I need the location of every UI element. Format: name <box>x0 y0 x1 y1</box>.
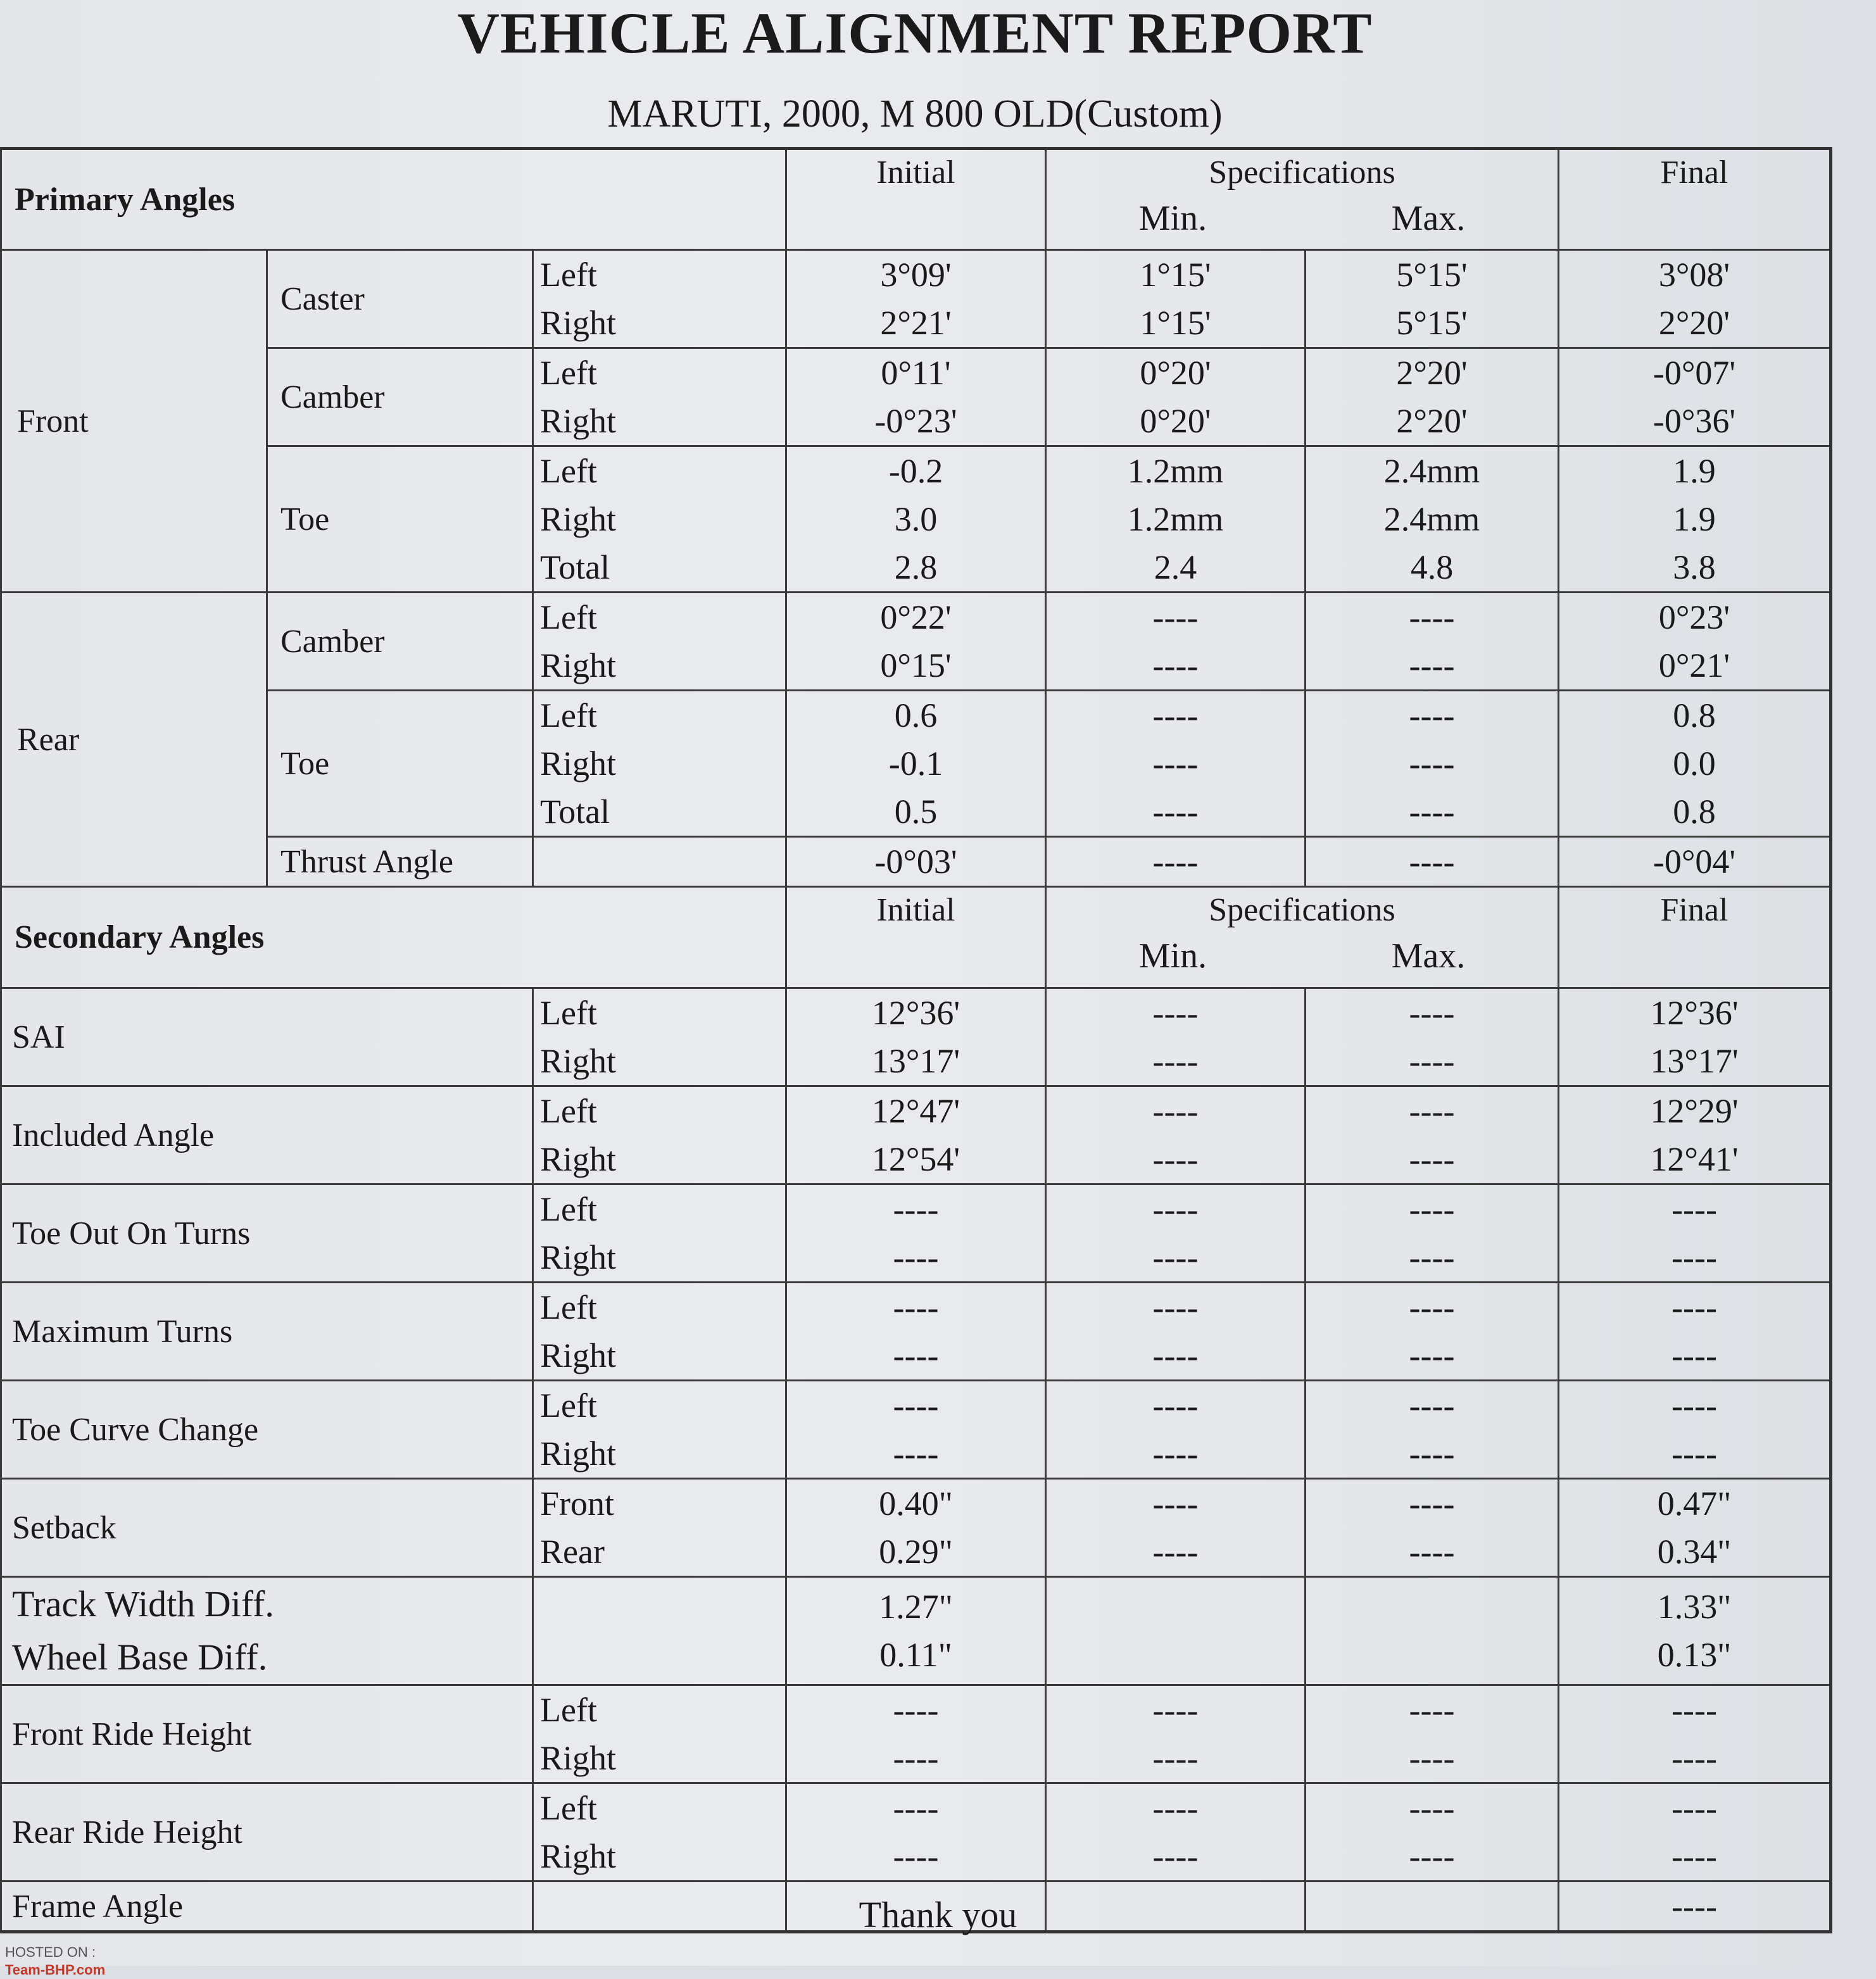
initial-value: 2.8 <box>894 548 938 586</box>
max-value: ---- <box>1409 1288 1455 1326</box>
side-cell <box>533 446 786 593</box>
max-value: 5°15' <box>1396 304 1468 342</box>
initial-value: 13°17' <box>871 1042 960 1080</box>
final-cell <box>1559 1685 1831 1783</box>
side-cell <box>533 1283 786 1381</box>
label-sai: SAI <box>1 988 533 1086</box>
max-value: ---- <box>1409 1092 1455 1130</box>
min-value: ---- <box>1152 744 1199 782</box>
side-value: Left <box>540 1092 597 1130</box>
max-value: ---- <box>1409 994 1455 1032</box>
max-value: 2°20' <box>1396 402 1468 440</box>
min-value: ---- <box>1152 1386 1199 1424</box>
initial-value: -0.2 <box>888 452 943 490</box>
max-cell <box>1306 1184 1559 1283</box>
row-rear-ride-height <box>1 1783 1831 1882</box>
side-value: Right <box>540 1435 617 1473</box>
min-value: ---- <box>1152 1837 1199 1875</box>
side-value: Left <box>540 256 597 294</box>
max-cell <box>1306 446 1559 593</box>
row-track-width-diff <box>1 1577 1831 1685</box>
max-value: ---- <box>1409 598 1455 636</box>
secondary-angles-title: Secondary Angles <box>1 887 786 988</box>
side-cell <box>533 1577 786 1685</box>
final-value: 2°20' <box>1658 304 1730 342</box>
side-cell <box>533 691 786 837</box>
side-value: Right <box>540 1739 617 1777</box>
initial-cell <box>786 1381 1046 1479</box>
initial-value: 0.5 <box>894 793 938 831</box>
side-value: Right <box>540 1042 617 1080</box>
max-cell <box>1306 348 1559 446</box>
min-value: ---- <box>1152 1140 1199 1178</box>
min-value: ---- <box>1152 1485 1199 1523</box>
min-value: 1.2mm <box>1127 452 1224 490</box>
final-value: 1.9 <box>1673 452 1716 490</box>
label-setback: Setback <box>1 1479 533 1577</box>
label-toe-curve-change: Toe Curve Change <box>1 1381 533 1479</box>
group-front: Front <box>1 250 267 593</box>
label-toe: Toe <box>267 691 533 837</box>
final-value: 0.0 <box>1673 744 1716 782</box>
initial-value: 2°21' <box>880 304 952 342</box>
max-value: ---- <box>1409 744 1455 782</box>
min-value: ---- <box>1152 1288 1199 1326</box>
side-value: Left <box>540 1691 597 1729</box>
initial-value: ---- <box>893 1837 939 1875</box>
final-value: 3.8 <box>1673 548 1716 586</box>
label-thrust-angle: Thrust Angle <box>267 837 533 887</box>
max-cell <box>1306 1577 1559 1685</box>
side-value: Right <box>540 646 617 684</box>
initial-value: -0.1 <box>888 744 943 782</box>
specifications-label: Specifications <box>1209 154 1395 191</box>
min-value: ---- <box>1152 696 1199 734</box>
max-value: ---- <box>1409 1386 1455 1424</box>
max-value: ---- <box>1409 1435 1455 1473</box>
vehicle-info: MARUTI, 2000, M 800 OLD(Custom) <box>607 92 1223 135</box>
final-label: Final <box>1660 154 1728 191</box>
min-cell <box>1046 1685 1306 1783</box>
min-value: ---- <box>1152 1435 1199 1473</box>
final-cell <box>1559 1577 1831 1685</box>
max-value: 2°20' <box>1396 354 1468 392</box>
max-value: ---- <box>1409 1190 1455 1228</box>
label-camber: Camber <box>267 348 533 446</box>
final-value: ---- <box>1671 1288 1717 1326</box>
label-toe: Toe <box>267 446 533 593</box>
side-value: Left <box>540 1190 597 1228</box>
initial-value: ---- <box>893 1789 939 1827</box>
initial-column-header <box>786 887 1046 988</box>
label-toe-out-on-turns: Toe Out On Turns <box>1 1184 533 1283</box>
side-cell <box>533 1184 786 1283</box>
initial-value: 12°36' <box>871 994 960 1032</box>
row-setback <box>1 1479 1831 1577</box>
side-value: Left <box>540 354 597 392</box>
max-value: ---- <box>1409 646 1455 684</box>
max-cell <box>1306 1381 1559 1479</box>
specifications-column-header <box>1046 887 1559 988</box>
side-value: Left <box>540 1288 597 1326</box>
side-value: Right <box>540 402 617 440</box>
min-value: ---- <box>1152 1789 1199 1827</box>
side-value: Right <box>540 500 617 538</box>
final-value: 0.47" <box>1657 1485 1732 1523</box>
max-cell <box>1306 250 1559 348</box>
spec-subheaders <box>1047 933 1558 979</box>
initial-value: -0°23' <box>874 402 957 440</box>
final-value: 12°41' <box>1650 1140 1739 1178</box>
min-cell <box>1046 1283 1306 1381</box>
min-cell <box>1046 1577 1306 1685</box>
max-cell <box>1306 1283 1559 1381</box>
max-value: ---- <box>1409 1336 1455 1374</box>
min-cell <box>1046 446 1306 593</box>
row-included-angle <box>1 1086 1831 1184</box>
max-cell <box>1306 837 1559 887</box>
initial-value: 0°22' <box>880 598 952 636</box>
side-value: Right <box>540 1837 617 1875</box>
min-cell <box>1046 1479 1306 1577</box>
label-track-width-diff <box>1 1577 533 1685</box>
label-front-ride-height: Front Ride Height <box>1 1685 533 1783</box>
min-cell <box>1046 1184 1306 1283</box>
final-value: ---- <box>1671 1837 1717 1875</box>
final-cell <box>1559 1783 1831 1882</box>
min-value: ---- <box>1152 598 1199 636</box>
max-value: ---- <box>1409 1789 1455 1827</box>
row-front-ride-height <box>1 1685 1831 1783</box>
initial-value: 0.29" <box>879 1533 953 1571</box>
max-label: Max. <box>1391 199 1466 238</box>
initial-value: 0.40" <box>879 1485 953 1523</box>
min-cell <box>1046 1086 1306 1184</box>
row-front-toe <box>1 446 1831 593</box>
label-frame-angle: Frame Angle <box>1 1882 533 1932</box>
report-title: VEHICLE ALIGNMENT REPORT <box>457 1 1373 65</box>
min-value: ---- <box>1152 1092 1199 1130</box>
final-value: 12°29' <box>1650 1092 1739 1130</box>
max-value: 2.4mm <box>1383 452 1480 490</box>
row-front-caster <box>1 250 1831 348</box>
initial-value: ---- <box>893 1739 939 1777</box>
min-value: ---- <box>1152 1238 1199 1276</box>
min-cell <box>1046 988 1306 1086</box>
min-value: ---- <box>1152 994 1199 1032</box>
side-value: Left <box>540 696 597 734</box>
final-cell <box>1559 1479 1831 1577</box>
label-maximum-turns: Maximum Turns <box>1 1283 533 1381</box>
final-value: ---- <box>1671 1789 1717 1827</box>
side-value: Left <box>540 452 597 490</box>
initial-value: -0°03' <box>874 843 957 881</box>
final-value: 3°08' <box>1658 256 1730 294</box>
primary-angles-title: Primary Angles <box>1 149 786 250</box>
min-value: 2.4 <box>1154 548 1197 586</box>
min-value: 1°15' <box>1140 304 1211 342</box>
final-cell <box>1559 593 1831 691</box>
side-cell <box>533 837 786 887</box>
row-toe-curve-change <box>1 1381 1831 1479</box>
max-value: ---- <box>1409 843 1455 881</box>
initial-cell <box>786 1184 1046 1283</box>
initial-value: 0.11" <box>879 1636 952 1674</box>
initial-value: ---- <box>893 1435 939 1473</box>
label-rear-ride-height: Rear Ride Height <box>1 1783 533 1882</box>
spec-subheaders <box>1047 196 1558 241</box>
side-value: Left <box>540 598 597 636</box>
min-value: 1°15' <box>1140 256 1211 294</box>
final-value: 0.13" <box>1657 1636 1732 1674</box>
side-cell <box>533 1783 786 1882</box>
max-cell <box>1306 593 1559 691</box>
side-value: Total <box>540 793 610 831</box>
final-value: -0°36' <box>1653 402 1736 440</box>
initial-value: ---- <box>893 1691 939 1729</box>
side-value: Left <box>540 1789 597 1827</box>
row-maximum-turns <box>1 1283 1831 1381</box>
final-cell <box>1559 1283 1831 1381</box>
initial-label: Initial <box>876 892 955 928</box>
final-cell <box>1559 988 1831 1086</box>
side-value: Right <box>540 1336 617 1374</box>
alignment-table <box>0 147 1832 1933</box>
max-cell <box>1306 1086 1559 1184</box>
min-value: ---- <box>1152 1190 1199 1228</box>
max-value: ---- <box>1409 1485 1455 1523</box>
max-cell <box>1306 988 1559 1086</box>
side-cell <box>533 1685 786 1783</box>
max-value: 4.8 <box>1410 548 1454 586</box>
side-cell <box>533 348 786 446</box>
initial-value: 12°47' <box>871 1092 960 1130</box>
final-value: 0°23' <box>1658 598 1730 636</box>
final-cell <box>1559 348 1831 446</box>
initial-cell <box>786 837 1046 887</box>
final-value: ---- <box>1671 1739 1717 1777</box>
min-value: 0°20' <box>1140 402 1211 440</box>
side-value: Left <box>540 1386 597 1424</box>
min-label: Min. <box>1138 936 1207 976</box>
final-cell <box>1559 1381 1831 1479</box>
side-cell <box>533 250 786 348</box>
row-rear-thrust-angle <box>1 837 1831 887</box>
final-value: -0°04' <box>1653 843 1736 881</box>
min-cell <box>1046 1783 1306 1882</box>
final-value: 0°21' <box>1658 646 1730 684</box>
max-value: ---- <box>1409 696 1455 734</box>
final-label: Final <box>1660 892 1728 928</box>
initial-cell <box>786 1086 1046 1184</box>
initial-value: ---- <box>893 1190 939 1228</box>
side-value: Right <box>540 744 617 782</box>
max-value: 2.4mm <box>1383 500 1480 538</box>
initial-cell <box>786 988 1046 1086</box>
min-value: ---- <box>1152 1042 1199 1080</box>
min-value: ---- <box>1152 793 1199 831</box>
side-value: Right <box>540 1238 617 1276</box>
min-value: ---- <box>1152 843 1199 881</box>
thank-you-note: Thank you <box>859 1894 1017 1935</box>
initial-column-header <box>786 149 1046 250</box>
side-cell <box>533 1381 786 1479</box>
side-cell <box>533 988 786 1086</box>
initial-value: ---- <box>893 1386 939 1424</box>
side-cell <box>533 1086 786 1184</box>
label-wheel-base-diff: Wheel Base Diff. <box>12 1637 268 1678</box>
secondary-angles-header-row <box>1 887 1831 988</box>
side-value: Total <box>540 548 610 586</box>
final-value: 1.33" <box>1657 1588 1732 1626</box>
final-value: ---- <box>1671 1435 1717 1473</box>
max-cell <box>1306 1783 1559 1882</box>
final-column-header <box>1559 887 1831 988</box>
label-track-width-diff: Track Width Diff. <box>12 1583 274 1624</box>
initial-cell <box>786 1283 1046 1381</box>
min-value: 1.2mm <box>1127 500 1224 538</box>
min-cell <box>1046 837 1306 887</box>
final-value: ---- <box>1671 1887 1717 1925</box>
row-rear-toe <box>1 691 1831 837</box>
max-value: ---- <box>1409 1837 1455 1875</box>
initial-cell <box>786 446 1046 593</box>
side-value: Right <box>540 304 617 342</box>
final-value: 0.8 <box>1673 793 1716 831</box>
row-sai <box>1 988 1831 1086</box>
max-value: ---- <box>1409 1739 1455 1777</box>
final-value: ---- <box>1671 1691 1717 1729</box>
final-value: ---- <box>1671 1336 1717 1374</box>
min-value: ---- <box>1152 1533 1199 1571</box>
initial-cell <box>786 593 1046 691</box>
final-cell <box>1559 1184 1831 1283</box>
final-value: 13°17' <box>1650 1042 1739 1080</box>
initial-label: Initial <box>876 154 955 191</box>
min-value: ---- <box>1152 646 1199 684</box>
initial-value: 0°11' <box>881 354 951 392</box>
watermark: HOSTED ON : Team-BHP.com <box>5 1944 106 1978</box>
label-included-angle: Included Angle <box>1 1086 533 1184</box>
final-value: -0°07' <box>1653 354 1736 392</box>
row-front-camber <box>1 348 1831 446</box>
min-cell <box>1046 348 1306 446</box>
specifications-column-header <box>1046 149 1559 250</box>
max-label: Max. <box>1391 936 1466 976</box>
min-label: Min. <box>1138 199 1207 238</box>
initial-value: 12°54' <box>871 1140 960 1178</box>
initial-value: ---- <box>893 1288 939 1326</box>
final-cell <box>1559 691 1831 837</box>
side-cell <box>533 593 786 691</box>
label-camber: Camber <box>267 593 533 691</box>
final-value: ---- <box>1671 1238 1717 1276</box>
initial-value: 3.0 <box>894 500 938 538</box>
final-value: 1.9 <box>1673 500 1716 538</box>
side-value: Front <box>540 1485 615 1523</box>
final-cell <box>1559 1086 1831 1184</box>
final-value: 0.8 <box>1673 696 1716 734</box>
final-cell <box>1559 837 1831 887</box>
side-value: Left <box>540 994 597 1032</box>
final-value: 12°36' <box>1650 994 1739 1032</box>
max-value: ---- <box>1409 1533 1455 1571</box>
max-cell <box>1306 691 1559 837</box>
max-value: ---- <box>1409 1238 1455 1276</box>
final-column-header <box>1559 149 1831 250</box>
min-cell <box>1046 250 1306 348</box>
max-value: ---- <box>1409 1140 1455 1178</box>
initial-cell <box>786 1783 1046 1882</box>
label-caster: Caster <box>267 250 533 348</box>
initial-value: ---- <box>893 1238 939 1276</box>
initial-cell <box>786 348 1046 446</box>
primary-angles-header-row <box>1 149 1831 250</box>
initial-cell <box>786 691 1046 837</box>
min-cell <box>1046 691 1306 837</box>
final-cell <box>1559 250 1831 348</box>
row-toe-out-on-turns <box>1 1184 1831 1283</box>
side-cell <box>533 1479 786 1577</box>
min-value: ---- <box>1152 1739 1199 1777</box>
initial-value: 0.6 <box>894 696 938 734</box>
side-value: Rear <box>540 1533 605 1571</box>
initial-value: ---- <box>893 1336 939 1374</box>
group-rear: Rear <box>1 593 267 887</box>
max-value: ---- <box>1409 1042 1455 1080</box>
initial-value: 3°09' <box>880 256 952 294</box>
final-value: 0.34" <box>1657 1533 1732 1571</box>
initial-cell <box>786 1479 1046 1577</box>
side-value: Right <box>540 1140 617 1178</box>
max-cell <box>1306 1479 1559 1577</box>
max-value: 5°15' <box>1396 256 1468 294</box>
initial-cell <box>786 250 1046 348</box>
initial-value: 0°15' <box>880 646 952 684</box>
max-value: ---- <box>1409 1691 1455 1729</box>
max-cell <box>1306 1685 1559 1783</box>
initial-value: 1.27" <box>879 1588 953 1626</box>
row-rear-camber <box>1 593 1831 691</box>
min-cell <box>1046 1381 1306 1479</box>
min-value: ---- <box>1152 1336 1199 1374</box>
initial-cell <box>786 1577 1046 1685</box>
min-value: 0°20' <box>1140 354 1211 392</box>
min-value: ---- <box>1152 1691 1199 1729</box>
specifications-label: Specifications <box>1209 892 1395 928</box>
initial-cell <box>786 1685 1046 1783</box>
final-value: ---- <box>1671 1190 1717 1228</box>
final-value: ---- <box>1671 1386 1717 1424</box>
min-cell <box>1046 593 1306 691</box>
final-cell <box>1559 446 1831 593</box>
max-value: ---- <box>1409 793 1455 831</box>
